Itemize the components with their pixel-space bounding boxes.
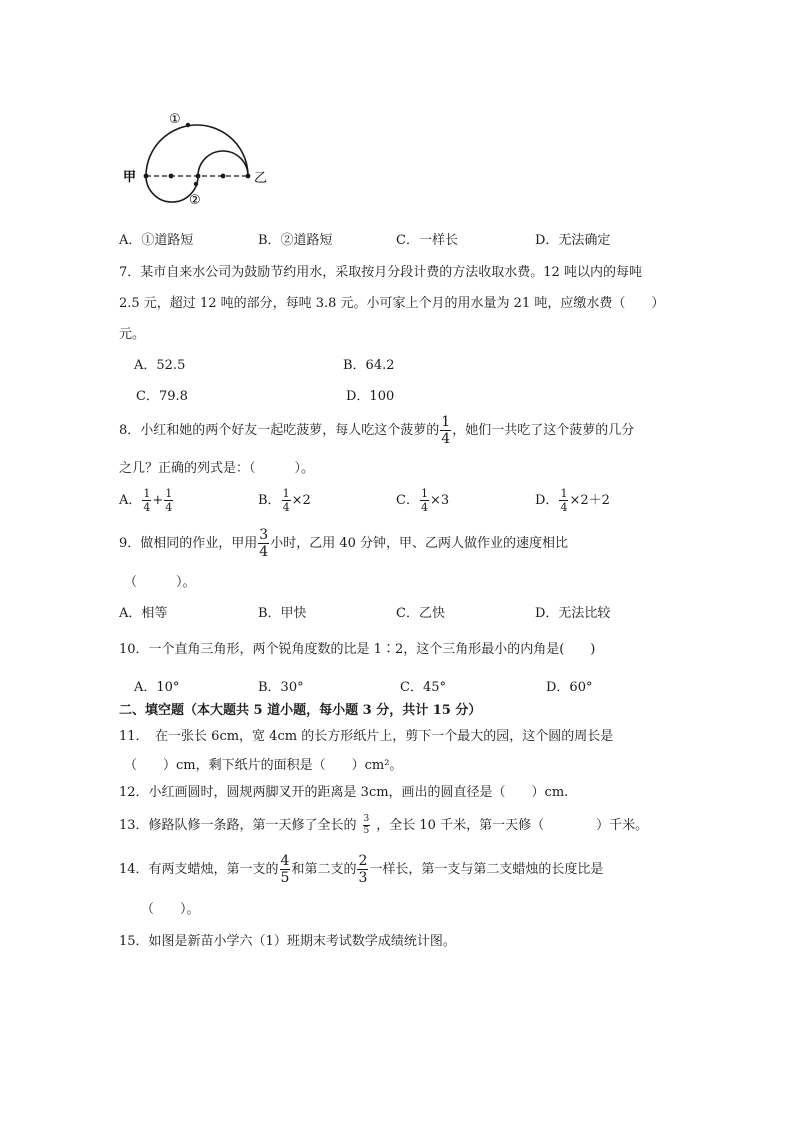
q8-line-2: 之几？正确的列式是：（ ）。 bbox=[119, 461, 315, 476]
q9-option-a[interactable]: A．相等 bbox=[119, 606, 168, 621]
q14-line-2: （ ）。 bbox=[141, 902, 200, 917]
q8-option-b[interactable]: B． $\frac{1}{4}$ ×2 bbox=[258, 487, 311, 514]
q12-text: 12．小红画圆时，圆规两脚叉开的距离是 3cm，画出的圆直径是（ ）cm. bbox=[119, 785, 569, 800]
q9-line-2: （ ）。 bbox=[124, 575, 196, 590]
q6-option-b[interactable]: B．②道路短 bbox=[258, 233, 333, 248]
route-diagram bbox=[118, 106, 298, 211]
point-start bbox=[144, 174, 149, 179]
q10-option-d[interactable]: D．60° bbox=[546, 680, 593, 695]
marker-dot-2 bbox=[194, 182, 198, 186]
q14-fraction-1: $\frac{4}{5}$ bbox=[280, 853, 290, 886]
q9-text-pre: 9．做相同的作业，甲用 bbox=[119, 536, 258, 551]
q8-option-d[interactable]: D． $\frac{1}{4}$ ×2＋2 bbox=[535, 487, 610, 514]
q10-option-c[interactable]: C．45° bbox=[400, 680, 446, 695]
point-mid bbox=[196, 174, 201, 179]
label-yi: 乙 bbox=[254, 171, 268, 186]
q9-option-c[interactable]: C．乙快 bbox=[396, 606, 445, 621]
q9-text-post: 小时，乙用 40 分钟，甲、乙两人做作业的速度相比 bbox=[270, 536, 569, 551]
q13-line bbox=[119, 814, 648, 836]
q9-fraction: $\frac{3}{4}$ bbox=[259, 527, 269, 560]
q7-line-3: 元。 bbox=[119, 327, 146, 342]
path-2-upper-arc bbox=[198, 151, 248, 176]
q8-option-c[interactable]: C． $\frac{1}{4}$ ×3 bbox=[396, 487, 450, 514]
point-mid bbox=[221, 174, 226, 179]
q7-option-b[interactable]: B．64.2 bbox=[343, 358, 395, 373]
q10-option-b[interactable]: B．30° bbox=[258, 680, 304, 695]
q9-option-d[interactable]: D．无法比较 bbox=[535, 606, 611, 621]
point-end bbox=[246, 174, 251, 179]
path-1-marker: ① bbox=[169, 112, 181, 127]
q6-option-d[interactable]: D．无法确定 bbox=[535, 233, 611, 248]
q14-text-post: 一样长，第一支与第二支蜡烛的长度比是 bbox=[369, 862, 604, 877]
q14-text-pre: 14．有两支蜡烛，第一支的 bbox=[119, 862, 279, 877]
q14-text-mid: 和第二支的 bbox=[291, 862, 357, 877]
q10-text: 10．一个直角三角形，两个锐角度数的比是 1∶2，这个三角形最小的内角是( ) bbox=[119, 642, 596, 657]
q10-option-a[interactable]: A．10° bbox=[134, 680, 180, 695]
q8-text-post: ，她们一共吃了这个菠萝的几分 bbox=[452, 423, 635, 438]
q8-text-pre: 8．小红和她的两个好友一起吃菠萝，每人吃这个菠萝的 bbox=[119, 423, 440, 438]
q11-line-2: （ ）cm，剩下纸片的面积是（ ）cm²。 bbox=[124, 758, 403, 773]
point-mid bbox=[169, 174, 174, 179]
q14-fraction-2: $\frac{2}{3}$ bbox=[358, 853, 368, 886]
q8-line-1 bbox=[119, 415, 634, 446]
q8-fraction: $\frac{1}{4}$ bbox=[441, 414, 451, 447]
q15-text: 15．如图是新苗小学六（1）班期末考试数学成绩统计图。 bbox=[119, 934, 456, 949]
q7-line-2: 2.5 元，超过 12 吨的部分，每吨 3.8 元。小可家上个月的用水量为 21 吨，应缴水费（ ） bbox=[119, 296, 665, 311]
path-1-arc bbox=[146, 125, 248, 176]
section-2-title: 二、填空题（本大题共 5 道小题，每小题 3 分，共计 15 分） bbox=[119, 703, 482, 718]
q13-fraction: $\frac{3}{5}$ bbox=[363, 814, 370, 836]
path-2-marker: ② bbox=[189, 193, 201, 208]
q9-option-b[interactable]: B．甲快 bbox=[258, 606, 307, 621]
q7-line-1: 7．某市自来水公司为鼓励节约用水，采取按月分段计费的方法收取水费。12 吨以内的每吨 bbox=[119, 265, 642, 280]
q7-option-c[interactable]: C．79.8 bbox=[136, 389, 188, 404]
marker-dot-1 bbox=[186, 123, 190, 127]
q7-option-a[interactable]: A．52.5 bbox=[134, 358, 186, 373]
q13-text-post: ，全长 10 千米，第一天修（ ）千米。 bbox=[376, 818, 649, 833]
q6-option-a[interactable]: A．①道路短 bbox=[119, 233, 194, 248]
q14-line-1 bbox=[119, 854, 603, 885]
q11-line-1: 11． 在一张长 6cm，宽 4cm 的长方形纸片上，剪下一个最大的园，这个圆的周长是 bbox=[119, 729, 614, 744]
q7-option-d[interactable]: D．100 bbox=[346, 389, 395, 404]
q9-line-1 bbox=[119, 528, 568, 559]
q8-option-a[interactable]: A． $\frac{1}{4}$ + $\frac{1}{4}$ bbox=[119, 487, 173, 514]
label-jia: 甲 bbox=[123, 170, 137, 185]
q13-text-pre: 13．修路队修一条路，第一天修了全长的 bbox=[119, 818, 357, 833]
q6-option-c[interactable]: C．一样长 bbox=[396, 233, 458, 248]
